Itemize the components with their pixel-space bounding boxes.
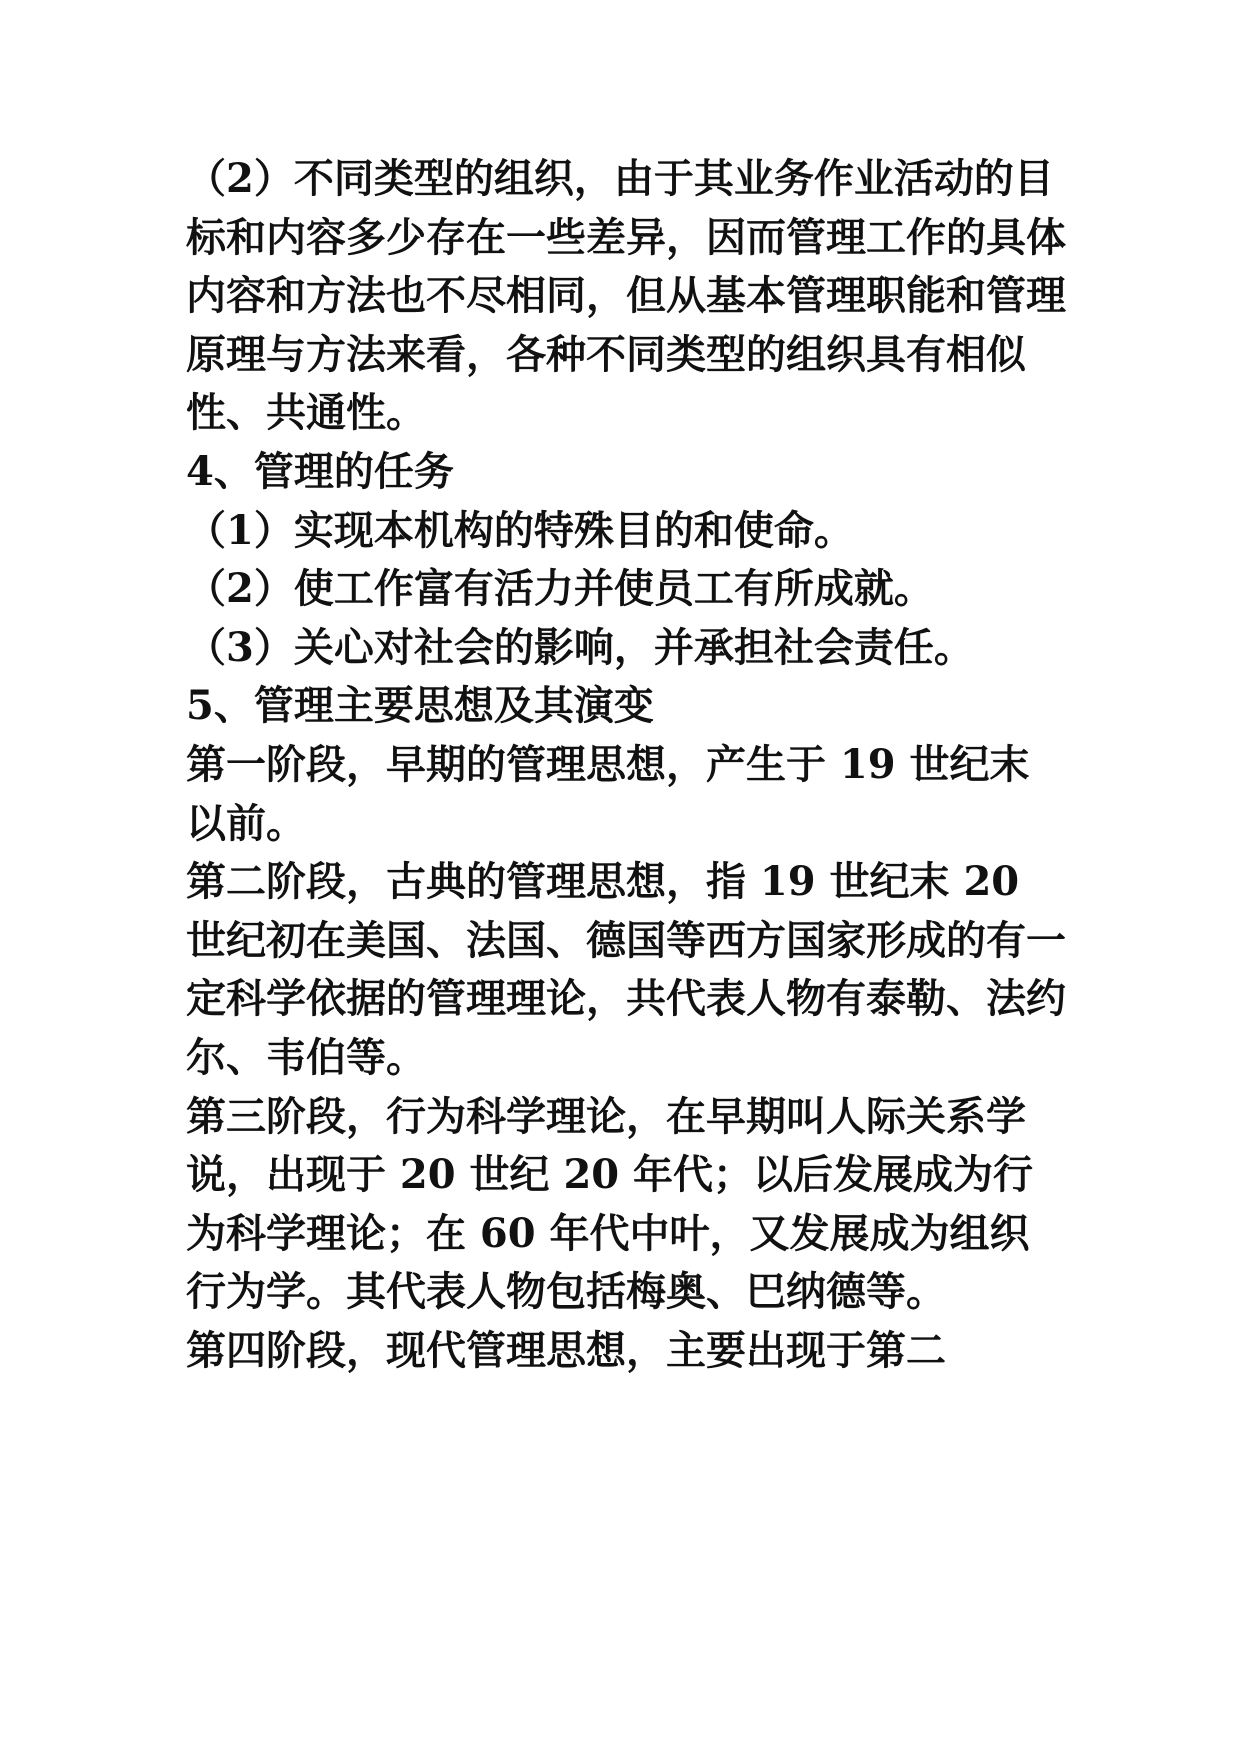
paragraph-organization-types: （2）不同类型的组织，由于其业务作业活动的目标和内容多少存在一些差异，因而管理工作的具体内容和方法也不尽相同，但从基本管理职能和管理原理与方法来看，各种不同类型的组织具有相似性、共通性。 bbox=[186, 155, 1066, 437]
stage-2-paragraph: 第二阶段，古典的管理思想，指 19 世纪末 20 世纪初在美国、法国、德国等西方国家形成的有一定科学依据的管理理论，共代表人物有泰勒、法约尔、韦伯等。 bbox=[186, 858, 1066, 1081]
document-body bbox=[186, 150, 1066, 1380]
heading-management-tasks: 4、管理的任务 bbox=[186, 447, 454, 495]
stage-4-paragraph: 第四阶段，现代管理思想，主要出现于第二 bbox=[186, 1326, 946, 1374]
stage-1-paragraph: 第一阶段，早期的管理思想，产生于 19 世纪末以前。 bbox=[186, 740, 1030, 847]
stage-3-paragraph: 第三阶段，行为科学理论，在早期叫人际关系学说，出现于 20 世纪 20 年代；以后发展成为行为科学理论；在 60 年代中叶，又发展成为组织行为学。其代表人物包括梅奥、巴纳德等。 bbox=[186, 1092, 1034, 1316]
task-item-3: （3）关心对社会的影响，并承担社会责任。 bbox=[186, 623, 974, 671]
task-item-1: （1）实现本机构的特殊目的和使命。 bbox=[186, 506, 854, 554]
task-item-2: （2）使工作富有活力并使员工有所成就。 bbox=[186, 565, 934, 613]
heading-management-thought-evolution: 5、管理主要思想及其演变 bbox=[186, 682, 654, 730]
